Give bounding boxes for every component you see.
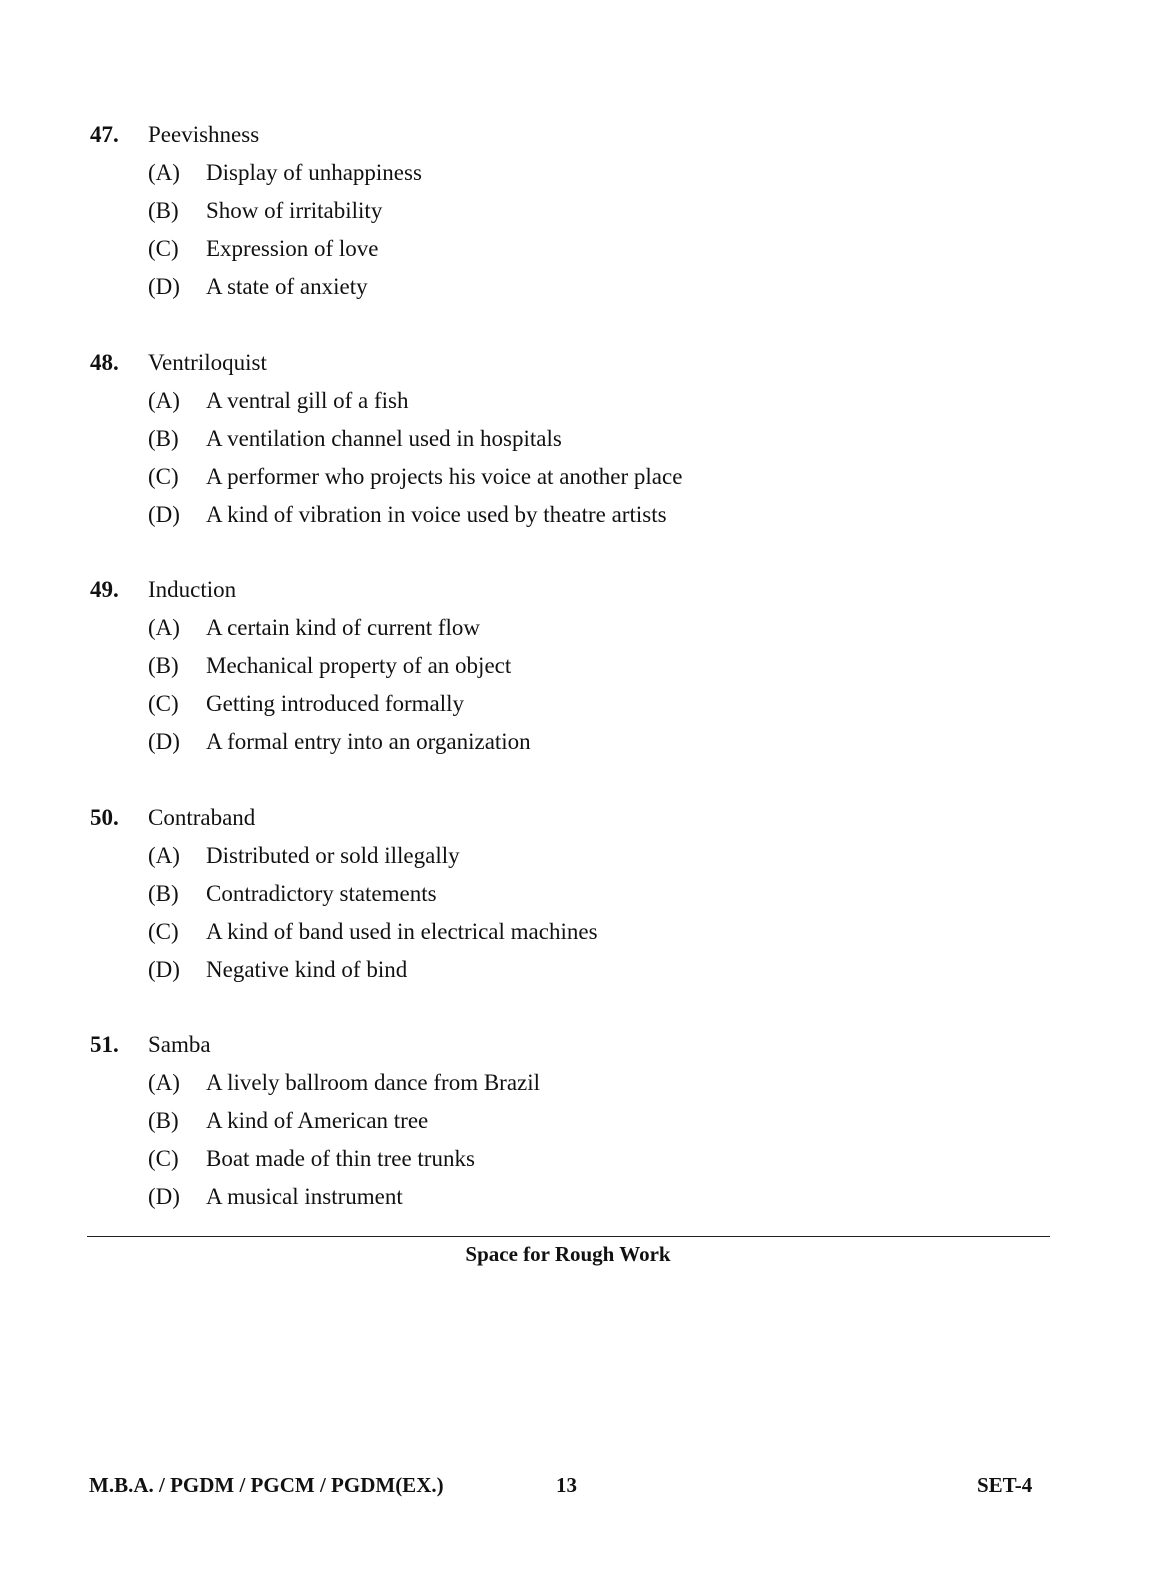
option-text: A formal entry into an organization (206, 729, 531, 754)
option-b (90, 1102, 1050, 1140)
option-text: Boat made of thin tree trunks (206, 1146, 475, 1171)
option-letter: (C) (148, 464, 179, 489)
question-word: Ventriloquist (148, 350, 267, 375)
option-letter: (C) (148, 1146, 179, 1171)
option-letter: (B) (148, 426, 179, 451)
question-51 (90, 1026, 1050, 1216)
footer-page-number: 13 (556, 1473, 577, 1497)
question-word: Samba (148, 1032, 211, 1057)
option-a (90, 609, 1050, 647)
question-number: 47. (90, 122, 119, 147)
option-text: A ventral gill of a fish (206, 388, 409, 413)
option-text: A kind of vibration in voice used by theatre artists (206, 502, 667, 527)
option-text: Getting introduced formally (206, 691, 465, 716)
question-50 (90, 799, 1050, 989)
option-c (90, 230, 1050, 268)
rough-work-label: Space for Rough Work (465, 1242, 671, 1266)
option-letter: (D) (148, 274, 180, 299)
option-text: Show of irritability (206, 198, 383, 223)
option-letter: (D) (148, 957, 180, 982)
option-letter: (D) (148, 502, 180, 527)
option-text: Expression of love (206, 236, 379, 261)
question-header (90, 1026, 1050, 1064)
option-text: A state of anxiety (206, 274, 368, 299)
option-a (90, 154, 1050, 192)
question-word: Peevishness (148, 122, 260, 147)
question-48 (90, 344, 1050, 534)
question-header (90, 344, 1050, 382)
question-47 (90, 116, 1050, 306)
option-letter: (D) (148, 1184, 180, 1209)
option-c (90, 1140, 1050, 1178)
option-c (90, 458, 1050, 496)
option-d (90, 723, 1050, 761)
option-b (90, 875, 1050, 913)
option-text: Contradictory statements (206, 881, 437, 906)
option-letter: (B) (148, 881, 179, 906)
option-c (90, 913, 1050, 951)
option-letter: (C) (148, 919, 179, 944)
question-word: Induction (148, 577, 237, 602)
option-b (90, 420, 1050, 458)
option-text: Mechanical property of an object (206, 653, 512, 678)
option-letter: (B) (148, 1108, 179, 1133)
question-header (90, 571, 1050, 609)
divider-line (87, 1236, 1050, 1237)
option-text: A kind of American tree (206, 1108, 429, 1133)
option-d (90, 268, 1050, 306)
option-text: A certain kind of current flow (206, 615, 480, 640)
option-text: A kind of band used in electrical machines (206, 919, 598, 944)
option-b (90, 647, 1050, 685)
option-letter: (B) (148, 198, 179, 223)
option-letter: (A) (148, 160, 180, 185)
option-text: Negative kind of bind (206, 957, 408, 982)
option-text: Distributed or sold illegally (206, 843, 460, 868)
option-d (90, 1178, 1050, 1216)
option-d (90, 951, 1050, 989)
question-number: 51. (90, 1032, 119, 1057)
option-text: A performer who projects his voice at another place (206, 464, 683, 489)
option-a (90, 382, 1050, 420)
option-c (90, 685, 1050, 723)
question-word: Contraband (148, 805, 256, 830)
option-letter: (C) (148, 236, 179, 261)
option-letter: (B) (148, 653, 179, 678)
question-49 (90, 571, 1050, 761)
option-text: Display of unhappiness (206, 160, 422, 185)
question-number: 49. (90, 577, 119, 602)
question-number: 48. (90, 350, 119, 375)
option-letter: (A) (148, 1070, 180, 1095)
option-letter: (A) (148, 388, 180, 413)
option-a (90, 1064, 1050, 1102)
option-text: A ventilation channel used in hospitals (206, 426, 562, 451)
footer-course: M.B.A. / PGDM / PGCM / PGDM(EX.) (89, 1473, 444, 1497)
option-letter: (A) (148, 843, 180, 868)
option-letter: (A) (148, 615, 180, 640)
option-a (90, 837, 1050, 875)
option-text: A lively ballroom dance from Brazil (206, 1070, 541, 1095)
option-letter: (C) (148, 691, 179, 716)
option-text: A musical instrument (206, 1184, 403, 1209)
question-header (90, 799, 1050, 837)
option-d (90, 496, 1050, 534)
footer-set: SET-4 (977, 1473, 1033, 1497)
question-header (90, 116, 1050, 154)
option-letter: (D) (148, 729, 180, 754)
option-b (90, 192, 1050, 230)
question-number: 50. (90, 805, 119, 830)
